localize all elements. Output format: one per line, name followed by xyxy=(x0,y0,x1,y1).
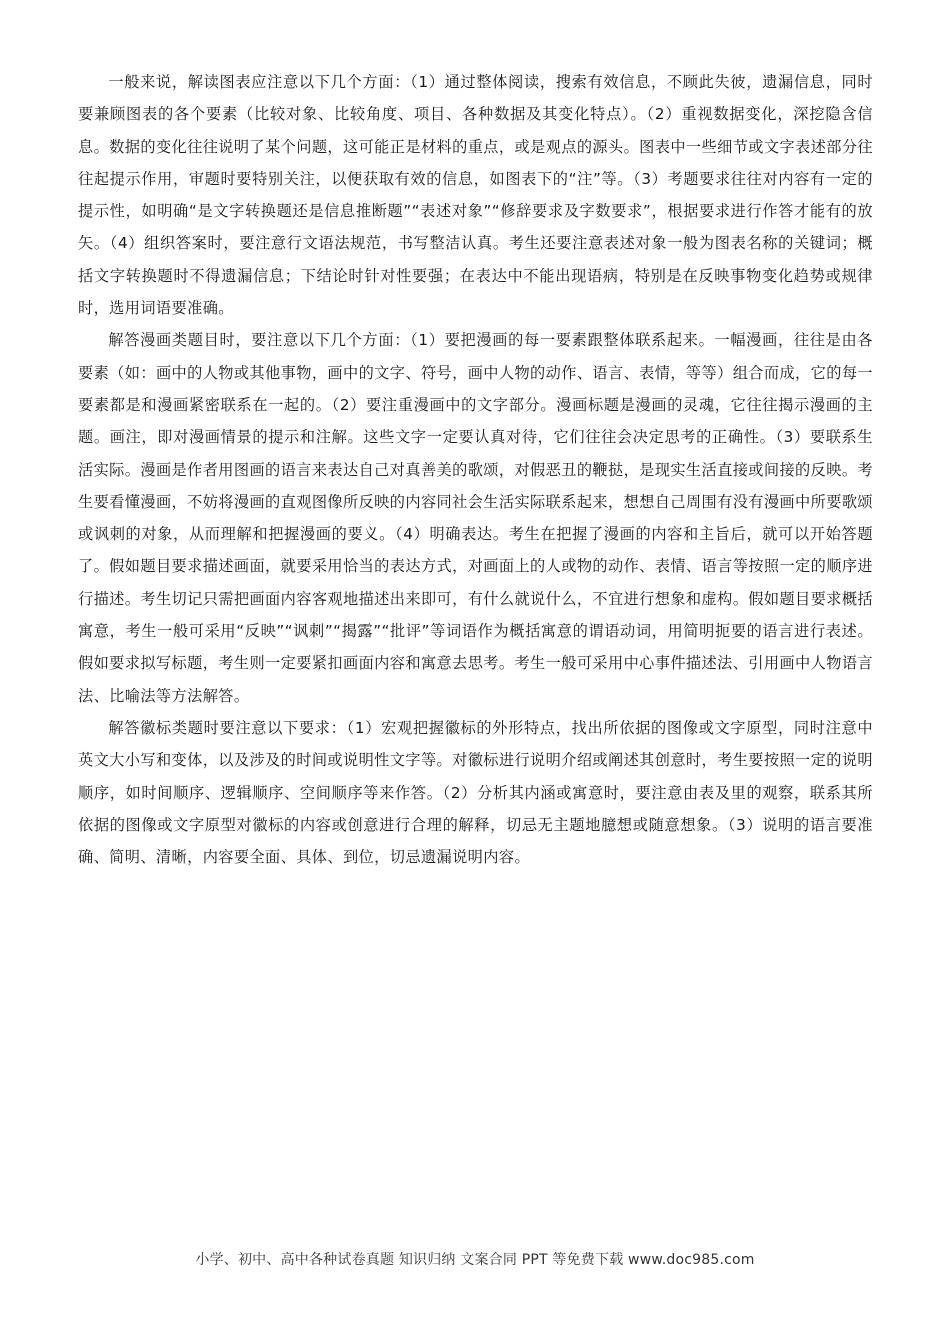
paragraph-cartoon-questions: 解答漫画类题目时，要注意以下几个方面：（1）要把漫画的每一要素跟整体联系起来。一幅漫画，往往是由各要素（如：画中的人物或其他事物，画中的文字、符号，画中人物的动作、语言、表情，等等）组合而成，它的每一要素都是和漫画紧密联系在一起的。（2）要注重漫画中的文字部分。漫画标题是漫画的灵魂，它往往揭示漫画的主题。画注，即对漫画情景的提示和注解。这些文字一定要认真对待，它们往往会决定思考的正确性。（3）要联系生活实际。漫画是作者用图画的语言来表达自己对真善美的歌颂，对假恶丑的鞭挞，是现实生活直接或间接的反映。考生要看懂漫画，不妨将漫画的直观图像所反映的内容同社会生活实际联系起来，想想自己周围有没有漫画中所要歌颂或讽刺的对象，从而理解和把握漫画的要义。（4）明确表达。考生在把握了漫画的内容和主旨后，就可以开始答题了。假如题目要求描述画面，就要采用恰当的表达方式，对画面上的人或物的动作、表情、语言等按照一定的顺序进行描述。考生切记只需把画面内容客观地描述出来即可，有什么就说什么，不宜进行想象和虚构。假如题目要求概括寓意，考生一般可采用“反映”“讽刺”“揭露”“批评”等词语作为概括寓意的谓语动词，用简明扼要的语言进行表述。假如要求拟写标题，考生则一定要紧扣画面内容和寓意去思考。考生一般可采用中心事件描述法、引用画中人物语言法、比喻法等方法解答。 xyxy=(78,331,873,705)
document-body xyxy=(78,66,873,873)
paragraph-chart-reading: 一般来说，解读图表应注意以下几个方面：（1）通过整体阅读，搜索有效信息，不顾此失彼，遗漏信息，同时要兼顾图表的各个要素（比较对象、比较角度、项目、各种数据及其变化特点）。（2）重视数据变化，深挖隐含信息。数据的变化往往说明了某个问题，这可能正是材料的重点，或是观点的源头。图表中一些细节或文字表述部分往往起提示作用，审题时要特别关注，以便获取有效的信息，如图表下的“注”等。（3）考题要求往往对内容有一定的提示性，如明确“是文字转换题还是信息推断题”“表述对象”“修辞要求及字数要求”，根据要求进行作答才能有的放矢。（4）组织答案时，要注意行文语法规范，书写整洁认真。考生还要注意表述对象一般为图表名称的关键词；概括文字转换题时不得遗漏信息；下结论时针对性要强；在表达中不能出现语病，特别是在反映事物变化趋势或规律时，选用词语要准确。 xyxy=(78,73,873,318)
page-footer: 小学、初中、高中各种试卷真题 知识归纳 文案合同 PPT 等免费下载 www.doc985.com xyxy=(195,1252,755,1268)
paragraph-logo-questions: 解答徽标类题时要注意以下要求：（1）宏观把握徽标的外形特点，找出所依据的图像或文字原型，同时注意中英文大小写和变体，以及涉及的时间或说明性文字等。对徽标进行说明介绍或阐述其创意时，考生要按照一定的说明顺序，如时间顺序、逻辑顺序、空间顺序等来作答。（2）分析其内涵或寓意时，要注意由表及里的观察，联系其所依据的图像或文字原型对徽标的内容或创意进行合理的解释，切忌无主题地臆想或随意想象。（3）说明的语言要准确、简明、清晰，内容要全面、具体、到位，切忌遗漏说明内容。 xyxy=(78,718,873,867)
